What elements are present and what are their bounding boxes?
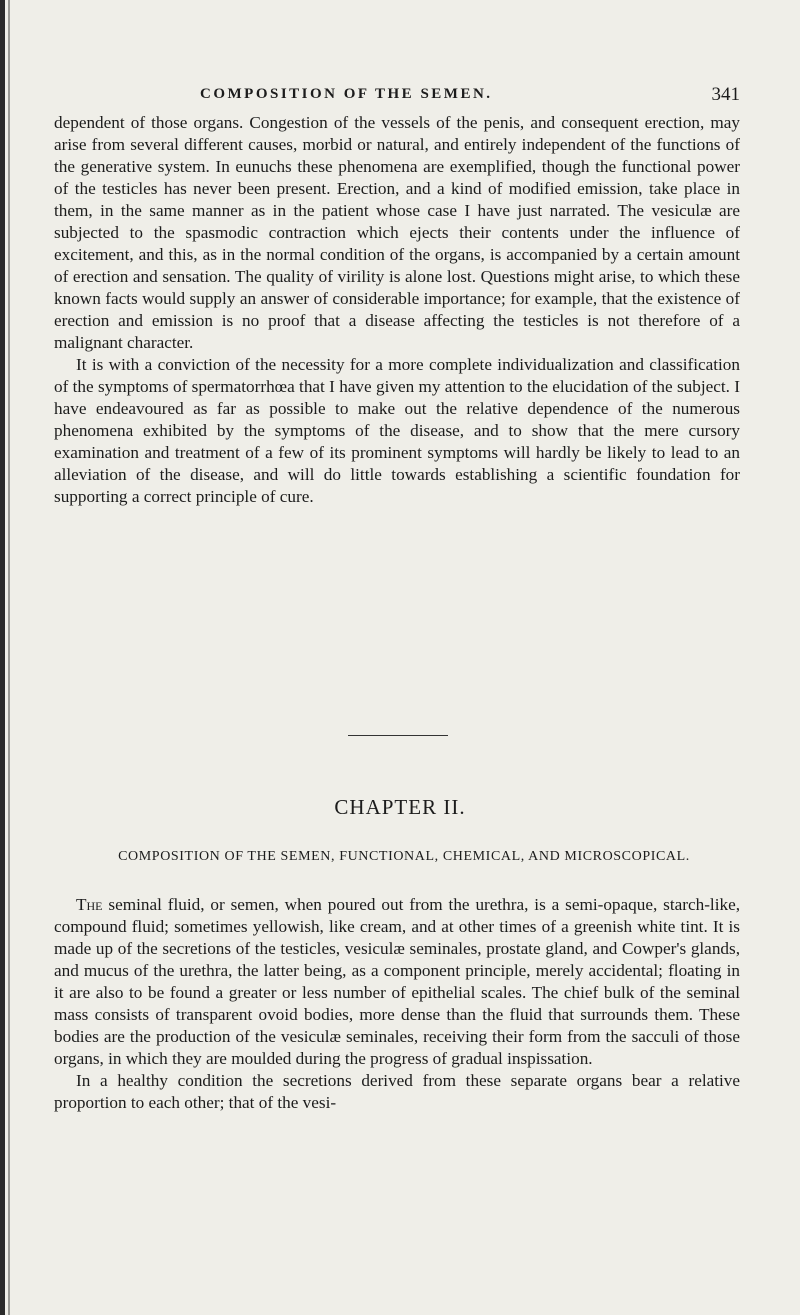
paragraph: It is with a conviction of the necessity for a more complete individualization and classification of the symptoms of spermatorrhœa that I have given my attention to the elucidation of the subject. I have endeavoured as far as possible to make out the relative dependence of the numerous phenomena exhibited by the symptoms of the disease, and to show that the mere cursory examination and treatment of a few of its prominent symptoms will hardly be likely to lead to an alleviation of the disease, and will do little towards establishing a scientific foundation for supporting a correct principle of cure. xyxy=(54,355,740,506)
paragraph-continued: dependent of those organs. Congestion of the vessels of the penis, and consequent erection, may arise from several different causes, morbid or natural, and entirely independent of the functions of the generative system. In eunuchs these phenomena are exemplified, though the functional power of the testicles has never been present. Erection, and a kind of modified emission, take place in them, in the same manner as in the patient whose case I have just narrated. The vesiculæ are subjected to the spasmodic contraction which ejects their contents under the influence of excitement, and this, as in the normal condition of the organs, is accompanied by a certain amount of erection and sensation. The quality of virility is alone lost. Questions might arise, to which these known facts would supply an answer of considerable importance; for example, that the existence of erection and emission is no proof that a disease affecting the testicles is not therefore of a malignant character. xyxy=(54,113,740,352)
section-divider-rule xyxy=(348,735,448,736)
paragraph-opening-rest: seminal fluid, or semen, when poured out from the urethra, is a semi-opaque, starch-like, compound fluid; sometimes yellowish, like cream, and at other times of a greenish white tint. It is made up of the secretions of the testicles, vesiculæ seminales, prostate gland, and Cowper's glands, and mucus of the urethra, the latter being, as a component principle, merely accidental; floating in it are also to be found a greater or less number of epithelial scales. The chief bulk of the seminal mass consists of transparent ovoid bodies, more dense than the fluid that surrounds them. These bodies are the production of the vesiculæ seminales, receiving their form from the sacculi of those organs, in which they are moulded during the progress of gradual inspissation. xyxy=(54,895,740,1068)
running-head: COMPOSITION OF THE SEMEN. xyxy=(200,86,493,102)
binding-edge-shadow xyxy=(8,0,10,1315)
opening-word: The xyxy=(76,895,103,914)
chapter-title: CHAPTER II. xyxy=(334,795,466,819)
section-two-text xyxy=(54,894,740,1114)
binding-edge xyxy=(0,0,5,1315)
paragraph-opening xyxy=(54,894,740,1070)
chapter-subtitle: COMPOSITION OF THE SEMEN, FUNCTIONAL, CHEMICAL, AND MICROSCOPICAL. xyxy=(118,849,690,864)
page-number: 341 xyxy=(711,84,740,105)
section-one-text xyxy=(54,112,740,508)
page-header xyxy=(200,86,740,110)
paragraph: In a healthy condition the secretions derived from these separate organs bear a relative proportion to each other; that of the vesi- xyxy=(54,1071,740,1112)
